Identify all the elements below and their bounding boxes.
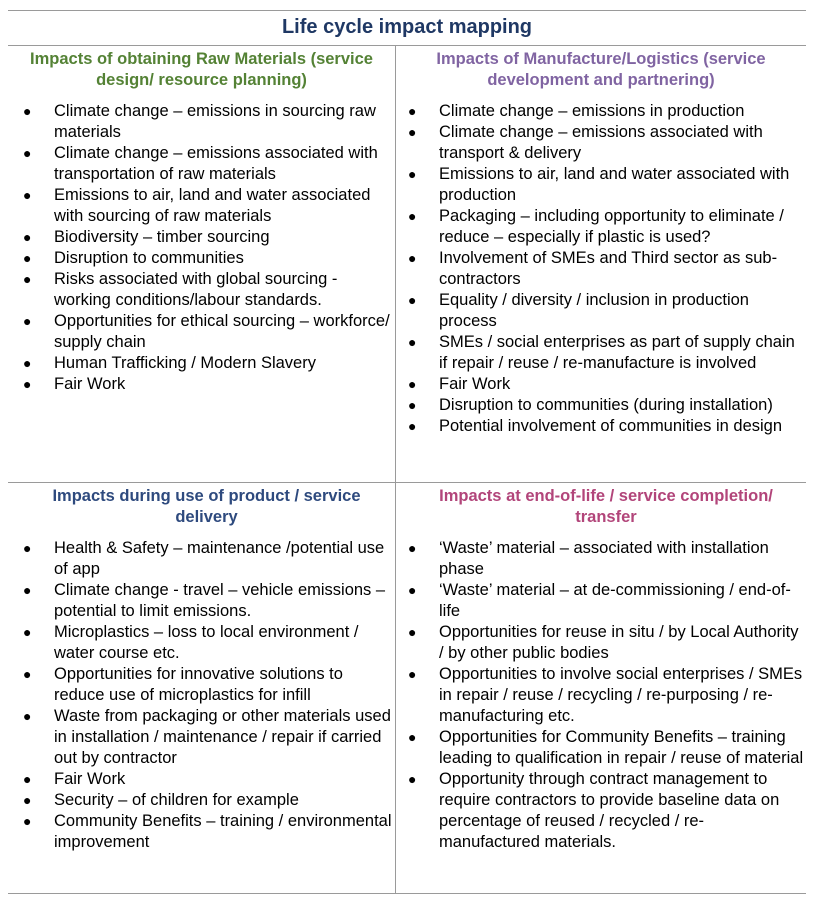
bullet-icon: ● [23, 187, 32, 203]
list-item-text: Climate change – emissions in sourcing raw materials [54, 102, 376, 141]
bullet-icon: ● [408, 334, 417, 350]
bullet-icon: ● [23, 666, 32, 682]
list-item-text: Fair Work [439, 375, 511, 393]
bullet-icon: ● [23, 376, 32, 392]
list-item [8, 706, 395, 769]
list-item-text: Emissions to air, land and water associated with sourcing of raw materials [54, 186, 371, 225]
list-item [8, 811, 395, 853]
bullet-icon: ● [408, 376, 417, 392]
impact-grid [8, 46, 806, 894]
list-item [396, 727, 806, 769]
list-item [8, 269, 395, 311]
list-item [8, 374, 395, 395]
list-item [8, 227, 395, 248]
list-item [396, 538, 806, 580]
bullet-icon: ● [408, 582, 417, 598]
list-item [8, 185, 395, 227]
bullet-icon: ● [23, 145, 32, 161]
bullet-list [396, 101, 806, 437]
list-item [8, 101, 395, 143]
list-item-text: ‘Waste’ material – associated with installation phase [439, 539, 769, 578]
bullet-list [396, 538, 806, 853]
list-item [8, 664, 395, 706]
bullet-icon: ● [408, 292, 417, 308]
list-item [8, 790, 395, 811]
title-row [8, 10, 806, 46]
list-item [8, 311, 395, 353]
list-item [8, 248, 395, 269]
quadrant-heading: Impacts at end-of-life / service completion/ transfer [439, 487, 773, 526]
list-item-text: Equality / diversity / inclusion in production process [439, 291, 749, 330]
list-item [8, 538, 395, 580]
bullet-icon: ● [23, 582, 32, 598]
list-item-text: Opportunities for reuse in situ / by Local Authority / by other public bodies [439, 623, 799, 662]
list-item-text: Opportunities for Community Benefits – training leading to qualification in repair / reuse of material [439, 728, 804, 767]
list-item [396, 290, 806, 332]
list-item [396, 374, 806, 395]
quadrant-end-of-life [396, 483, 806, 893]
bullet-icon: ● [23, 355, 32, 371]
bullet-icon: ● [408, 397, 417, 413]
list-item-text: SMEs / social enterprises as part of supply chain if repair / reuse / re-manufacture is involved [439, 333, 795, 372]
bullet-list [8, 538, 395, 853]
list-item-text: Opportunities for ethical sourcing – workforce/ supply chain [54, 312, 390, 351]
bullet-icon: ● [23, 229, 32, 245]
bullet-icon: ● [408, 166, 417, 182]
bullet-icon: ● [23, 540, 32, 556]
list-item-text: Emissions to air, land and water associated with production [439, 165, 790, 204]
list-item [396, 164, 806, 206]
bullet-icon: ● [23, 624, 32, 640]
list-item [396, 580, 806, 622]
bullet-icon: ● [23, 813, 32, 829]
list-item-text: Opportunities to involve social enterprises / SMEs in repair / reuse / recycling / re-purposing / re-manufacturing etc. [439, 665, 803, 725]
bullet-icon: ● [408, 624, 417, 640]
list-item [396, 395, 806, 416]
list-item-text: Fair Work [54, 375, 126, 393]
list-item-text: Microplastics – loss to local environment / water course etc. [54, 623, 359, 662]
list-item-text: Climate change - travel – vehicle emissions –potential to limit emissions. [54, 581, 386, 620]
page-title: Life cycle impact mapping [281, 16, 533, 38]
bullet-icon: ● [408, 771, 417, 787]
bullet-icon: ● [408, 250, 417, 266]
quadrant-manufacture-logistics [396, 46, 806, 482]
list-item [396, 332, 806, 374]
list-item [8, 353, 395, 374]
list-item-text: Opportunity through contract management to require contractors to provide baseline data on percentage of reused / recycled / re-manufactured materials. [439, 770, 780, 851]
list-item [396, 206, 806, 248]
list-item-text: Fair Work [54, 770, 126, 788]
quadrant-raw-materials [8, 46, 395, 482]
list-item-text: Waste from packaging or other materials used in installation / maintenance / repair if carried out by contractor [54, 707, 391, 767]
list-item [8, 769, 395, 790]
list-item-text: Health & Safety – maintenance /potential use of app [54, 539, 385, 578]
list-item [8, 580, 395, 622]
bullet-icon: ● [23, 792, 32, 808]
list-item-text: Disruption to communities (during installation) [439, 396, 773, 414]
quadrant-use-of-product [8, 483, 395, 893]
list-item-text: Climate change – emissions associated with transport & delivery [439, 123, 763, 162]
list-item-text: Risks associated with global sourcing - working conditions/labour standards. [54, 270, 338, 309]
bullet-icon: ● [23, 103, 32, 119]
bullet-icon: ● [408, 418, 417, 434]
list-item-text: Climate change – emissions in production [439, 102, 745, 120]
bullet-icon: ● [408, 729, 417, 745]
quadrant-heading: Impacts of obtaining Raw Materials (service design/ resource planning) [30, 50, 373, 89]
list-item [396, 248, 806, 290]
list-item-text: Disruption to communities [54, 249, 244, 267]
bullet-icon: ● [23, 708, 32, 724]
list-item-text: Biodiversity – timber sourcing [54, 228, 270, 246]
bullet-icon: ● [408, 103, 417, 119]
list-item [396, 122, 806, 164]
bullet-icon: ● [408, 666, 417, 682]
quadrant-heading: Impacts of Manufacture/Logistics (service development and partnering) [436, 50, 766, 89]
bullet-icon: ● [23, 271, 32, 287]
quadrant-heading: Impacts during use of product / service delivery [52, 487, 361, 526]
list-item-text: Security – of children for example [54, 791, 299, 809]
list-item [396, 769, 806, 853]
list-item [396, 622, 806, 664]
list-item-text: ‘Waste’ material – at de-commissioning / end-of-life [439, 581, 791, 620]
list-item-text: Packaging – including opportunity to eliminate / reduce – especially if plastic is used? [439, 207, 784, 246]
bullet-icon: ● [408, 208, 417, 224]
bullet-icon: ● [23, 250, 32, 266]
list-item [8, 622, 395, 664]
list-item-text: Potential involvement of communities in design [439, 417, 783, 435]
list-item-text: Involvement of SMEs and Third sector as sub-contractors [439, 249, 778, 288]
bullet-icon: ● [408, 540, 417, 556]
list-item [8, 143, 395, 185]
bullet-icon: ● [23, 313, 32, 329]
list-item [396, 101, 806, 122]
bullet-icon: ● [408, 124, 417, 140]
list-item-text: Human Trafficking / Modern Slavery [54, 354, 316, 372]
list-item [396, 416, 806, 437]
bullet-icon: ● [23, 771, 32, 787]
bullet-list [8, 101, 395, 395]
list-item-text: Opportunities for innovative solutions to reduce use of microplastics for infill [54, 665, 343, 704]
list-item [396, 664, 806, 727]
list-item-text: Climate change – emissions associated with transportation of raw materials [54, 144, 378, 183]
list-item-text: Community Benefits – training / environmental improvement [54, 812, 392, 851]
